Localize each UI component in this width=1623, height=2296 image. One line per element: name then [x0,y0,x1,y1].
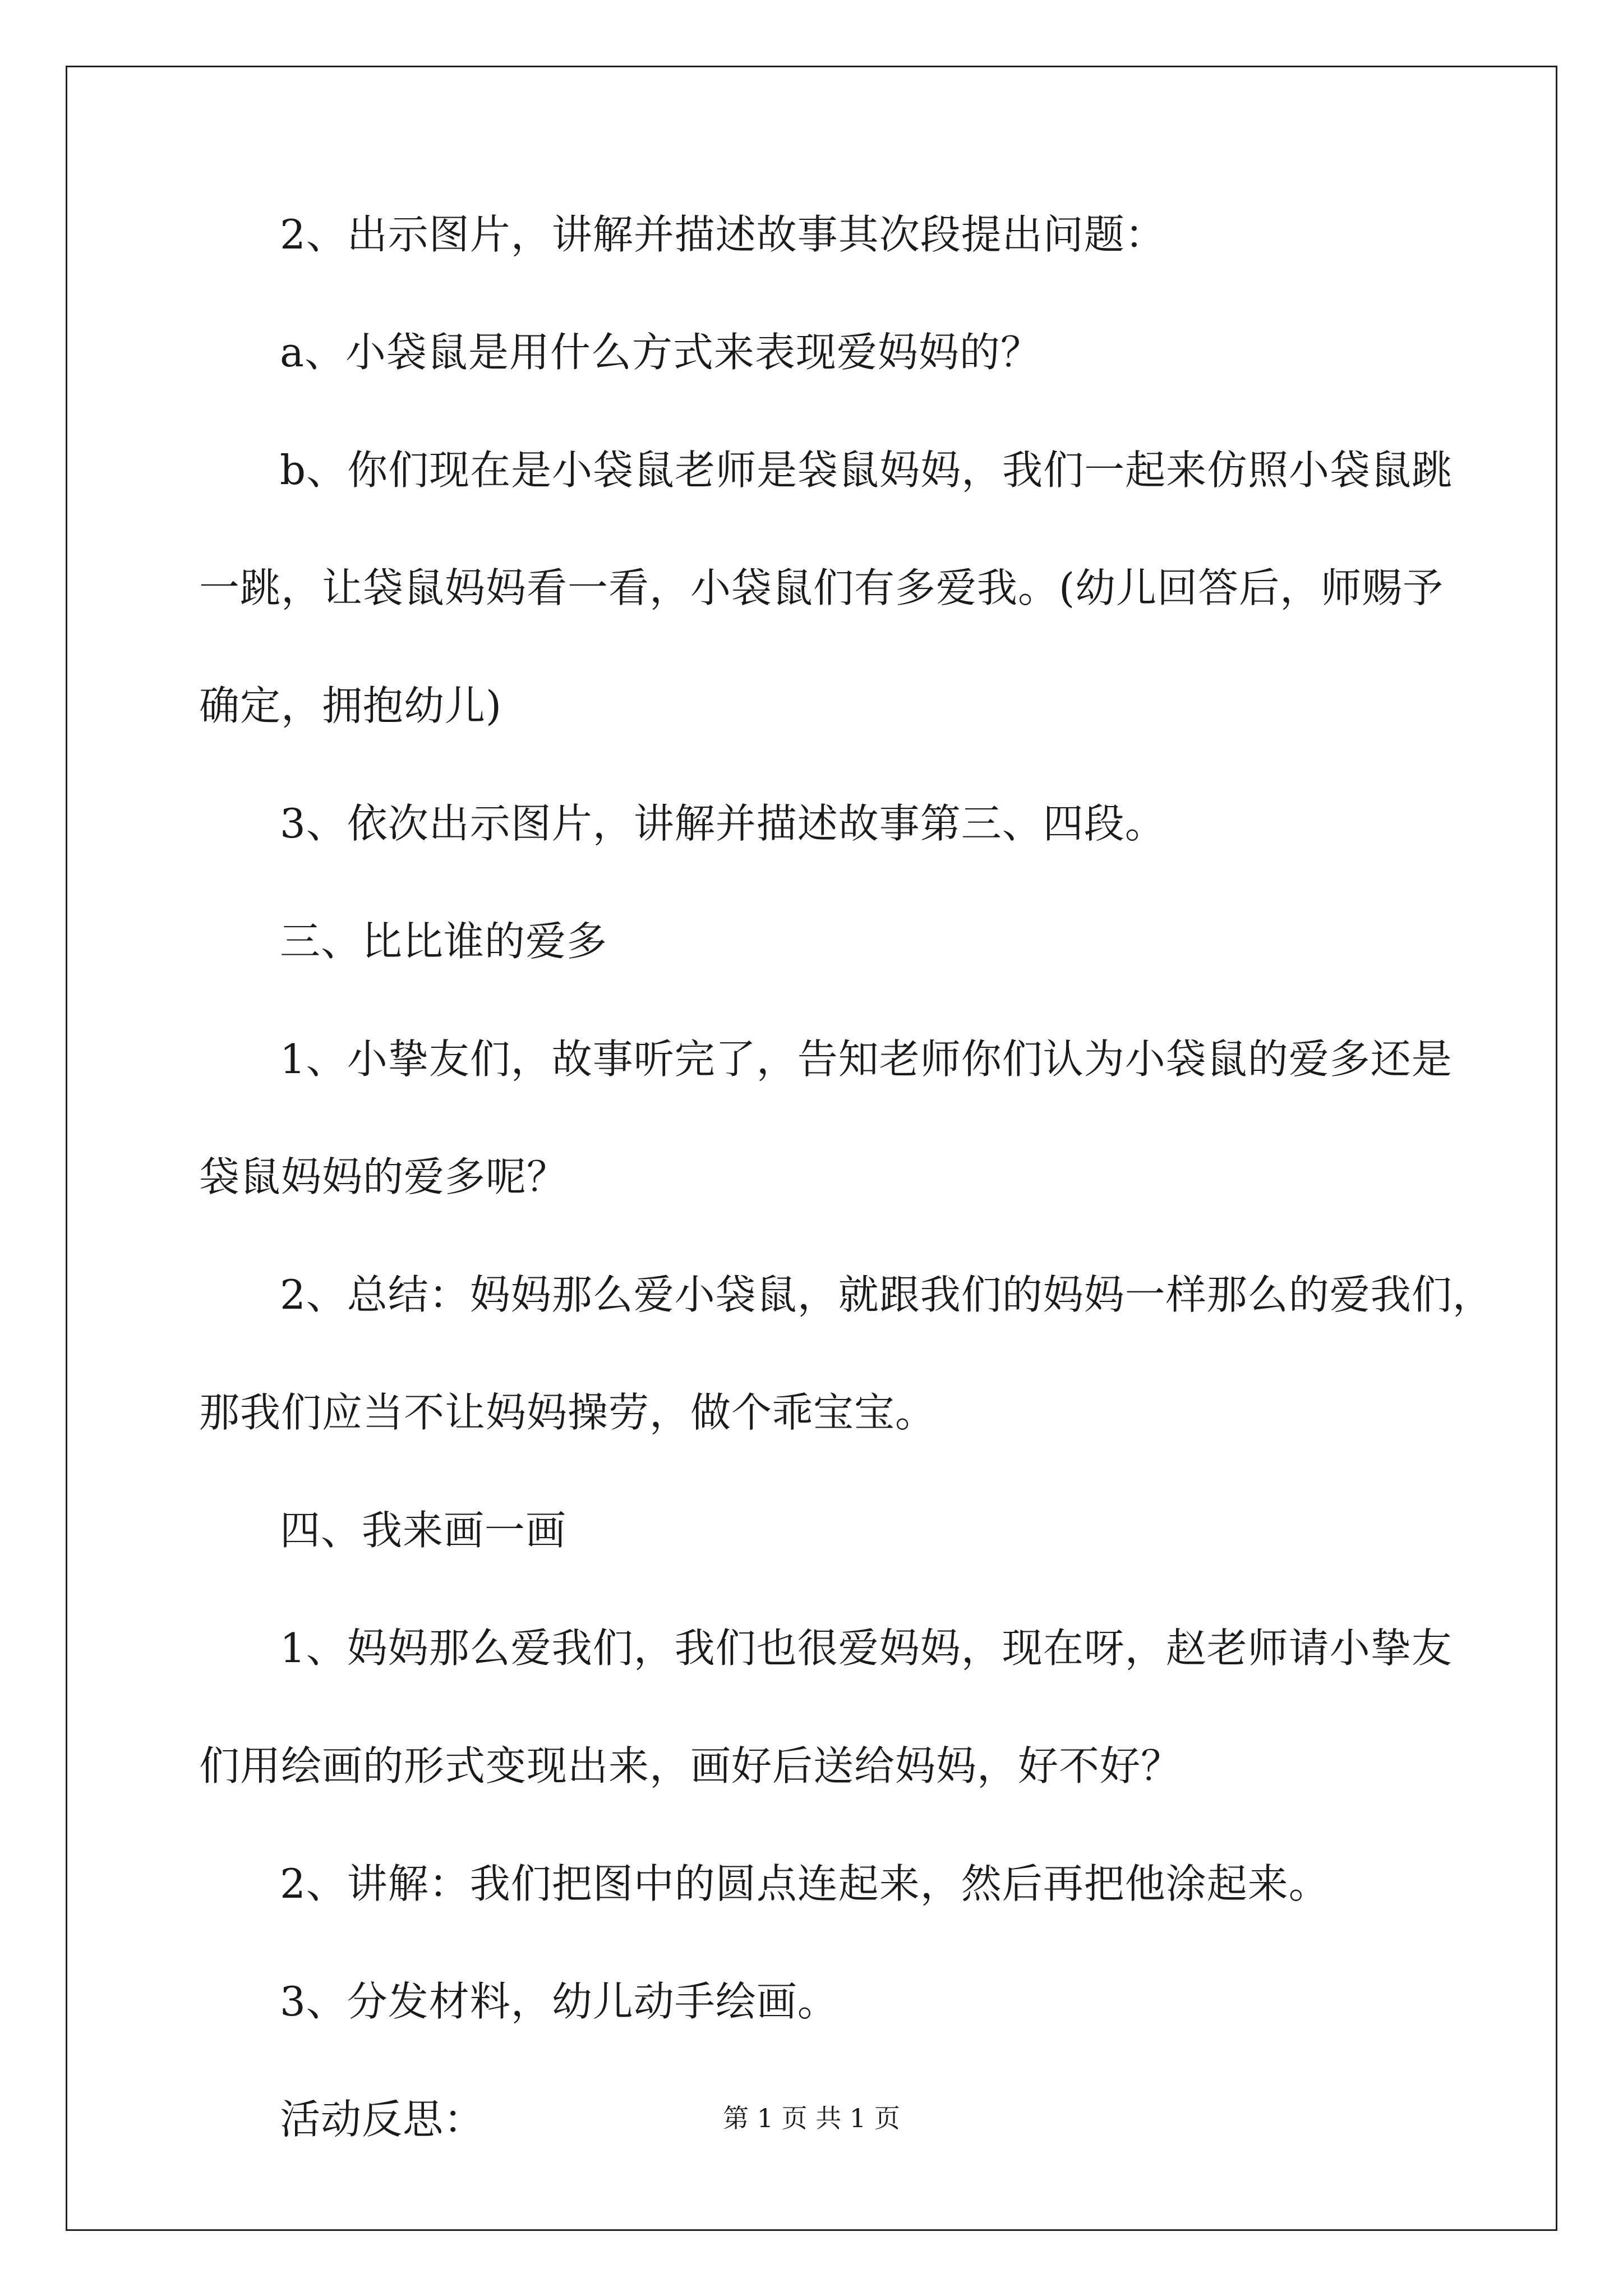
document-body [199,208,1493,2210]
paragraph-line: b、你们现在是小袋鼠老师是袋鼠妈妈，我们一起来仿照小袋鼠跳 [280,447,1453,494]
paragraph-line: 3、分发材料，幼儿动手绘画。 [280,1978,838,2025]
page-number-label: 第 1 页 共 1 页 [723,2103,900,2133]
paragraph-line: 们用绘画的形式变现出来，画好后送给妈妈，好不好？ [199,1742,1182,1789]
paragraph-line: 1、小挚友们，故事听完了，告知老师你们认为小袋鼠的爱多还是 [280,1036,1453,1083]
section-heading [199,1503,1433,1557]
paragraph-line: 2、总结：妈妈那么爱小袋鼠，就跟我们的妈妈一样那么的爱我们， [280,1271,1493,1318]
paragraph-line: 那我们应当不让妈妈操劳，做个乖宝宝。 [199,1389,937,1436]
paragraph-line: 活动反思： [280,2096,485,2143]
paragraph [199,1975,1433,2028]
paragraph [199,325,1433,379]
paragraph [199,1857,1433,1911]
paragraph [199,208,1433,261]
paragraph-line: 1、妈妈那么爱我们，我们也很爱妈妈，现在呀，赵老师请小挚友 [280,1625,1453,1672]
paragraph-line: 四、我来画一画 [280,1507,567,1554]
paragraph [199,797,1433,850]
paragraph [199,1621,1453,1793]
paragraph-line: 一跳，让袋鼠妈妈看一看，小袋鼠们有多爱我。(幼儿回答后，师赐予 [199,564,1444,611]
section-heading [199,914,1433,968]
paragraph-line: 袋鼠妈妈的爱多呢？ [199,1153,568,1200]
page-footer [0,2102,1623,2134]
paragraph-line: a、小袋鼠是用什么方式来表现爱妈妈的？ [280,329,1041,376]
paragraph-line: 2、出示图片，讲解并描述故事其次段提出问题： [280,211,1166,258]
paragraph-line: 2、讲解：我们把图中的圆点连起来，然后再把他涂起来。 [280,1860,1330,1907]
paragraph [199,1268,1493,1439]
paragraph-line: 3、依次出示图片，讲解并描述故事第三、四段。 [280,800,1166,847]
paragraph [199,443,1453,733]
paragraph-line: 确定，拥抱幼儿) [199,682,502,729]
paragraph-line: 三、比比谁的爱多 [280,918,608,965]
paragraph [199,1032,1453,1204]
